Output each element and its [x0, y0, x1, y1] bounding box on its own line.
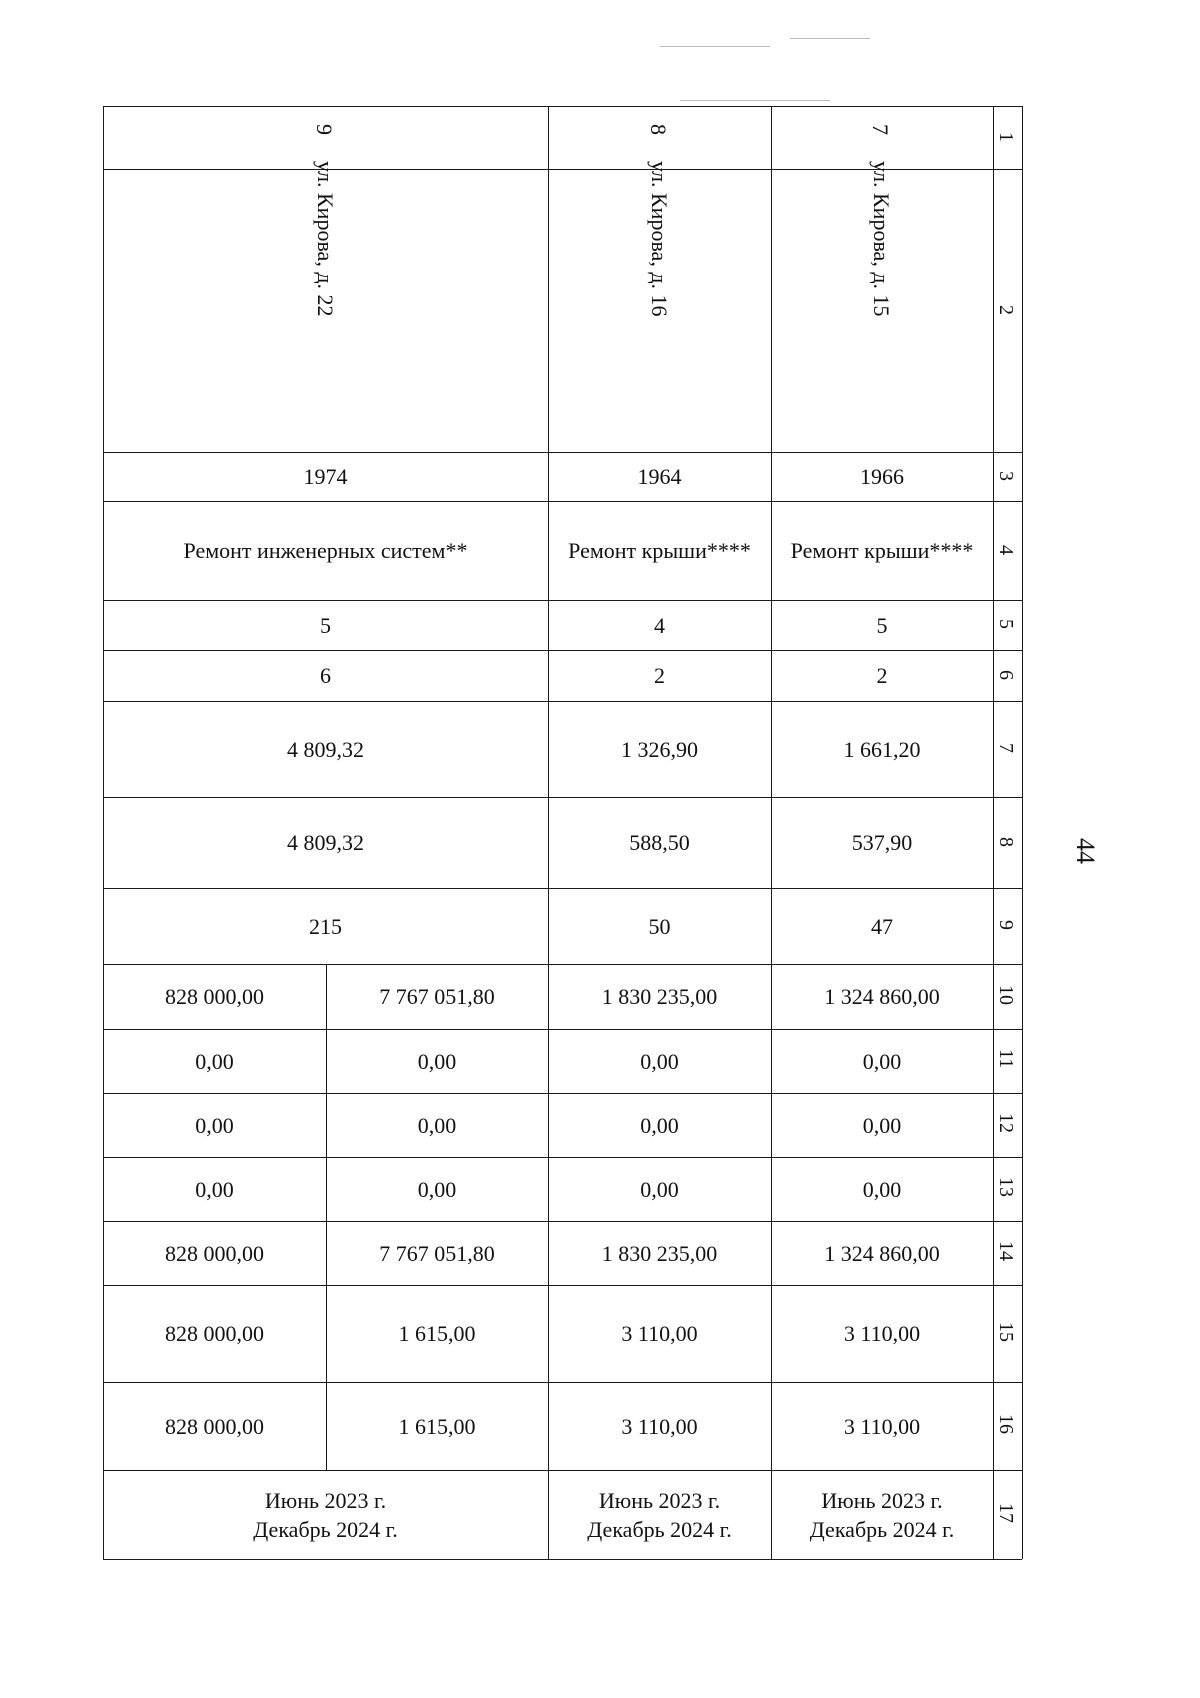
row-number: 15 [995, 1321, 1017, 1342]
floors-cell: 4 [654, 612, 665, 638]
cost-cell: 7 767 051,80 [379, 984, 495, 1009]
cost-cell: 828 000,00 [165, 1413, 264, 1439]
cost-cell: 828 000,00 [165, 1321, 264, 1346]
page-number: 44 [1071, 838, 1100, 864]
cost-cell: 3 110,00 [843, 1321, 921, 1346]
cost-cell: 0,00 [417, 1176, 457, 1202]
row-number: 17 [995, 1502, 1017, 1523]
scan-speck [680, 100, 830, 101]
cost-cell: 0,00 [640, 1176, 679, 1202]
residents-cell: 50 [648, 913, 671, 939]
scan-speck [660, 46, 770, 47]
row-number: 12 [995, 1113, 1017, 1133]
floors-cell: 5 [876, 612, 888, 638]
table-rule [103, 106, 1022, 107]
item-number: 9 [312, 124, 337, 135]
work-type-cell: Ремонт крыши**** [790, 538, 974, 563]
row-number: 7 [995, 743, 1017, 753]
year-cell: 1964 [637, 464, 682, 489]
row-number: 5 [995, 619, 1017, 629]
row-number: 4 [995, 544, 1017, 555]
cost-cell: 0,00 [640, 1112, 679, 1138]
period-cell: Июнь 2023 г. Декабрь 2024 г. [809, 1487, 955, 1542]
entrances-cell: 6 [320, 663, 331, 688]
area-living-cell: 588,50 [629, 830, 690, 855]
cost-cell: 0,00 [195, 1048, 234, 1074]
cost-cell: 3 110,00 [621, 1321, 698, 1346]
residents-cell: 47 [871, 913, 893, 939]
cost-cell: 828 000,00 [165, 984, 264, 1009]
cost-cell: 0,00 [862, 1048, 902, 1074]
year-cell: 1966 [860, 464, 904, 489]
period-cell: Июнь 2023 г. Декабрь 2024 г. [587, 1487, 732, 1542]
row-number: 11 [995, 1049, 1017, 1069]
cost-cell: 828 000,00 [165, 1240, 264, 1266]
cost-cell: 1 830 235,00 [601, 1240, 718, 1266]
row-number: 6 [995, 669, 1017, 680]
row-number: 10 [995, 984, 1017, 1005]
row-number: 2 [995, 304, 1017, 315]
address-cell: ул. Кирова, д. 22 [313, 161, 338, 317]
item-number: 7 [868, 124, 893, 135]
cost-cell: 3 110,00 [621, 1413, 698, 1439]
cost-cell: 1 615,00 [398, 1413, 476, 1439]
table-rule [1022, 106, 1023, 1559]
table-rule [103, 1559, 1022, 1560]
document-table [103, 106, 1025, 1559]
entrances-cell: 2 [876, 663, 888, 688]
cost-cell: 1 615,00 [398, 1321, 476, 1346]
item-number: 8 [646, 124, 671, 135]
row-number: 1 [995, 131, 1017, 142]
cost-cell: 0,00 [862, 1176, 902, 1202]
period-cell: Июнь 2023 г. Декабрь 2024 г. [253, 1487, 398, 1542]
address-cell: ул. Кирова, д. 15 [869, 161, 894, 317]
floors-cell: 5 [320, 612, 331, 638]
residents-cell: 215 [309, 913, 342, 939]
scan-speck [790, 38, 870, 39]
address-cell: ул. Кирова, д. 16 [647, 161, 672, 317]
row-number: 3 [995, 470, 1017, 481]
cost-cell: 1 830 235,00 [601, 984, 718, 1009]
cost-cell: 0,00 [640, 1048, 679, 1074]
area-living-cell: 4 809,32 [287, 830, 364, 855]
row-number: 8 [995, 836, 1017, 847]
cost-cell: 1 324 860,00 [824, 984, 940, 1009]
cost-cell: 0,00 [195, 1176, 234, 1202]
row-number: 16 [995, 1414, 1017, 1434]
work-type-cell: Ремонт крыши**** [568, 538, 751, 563]
area-living-cell: 537,90 [851, 830, 913, 855]
year-cell: 1974 [303, 464, 348, 489]
cost-cell: 3 110,00 [843, 1413, 921, 1439]
cost-cell: 1 324 860,00 [824, 1240, 940, 1266]
entrances-cell: 2 [654, 663, 665, 688]
area-total-cell: 1 661,20 [843, 736, 921, 762]
row-number: 9 [995, 920, 1017, 930]
row-number: 13 [995, 1177, 1017, 1197]
row-number: 14 [995, 1241, 1017, 1261]
cost-cell: 0,00 [417, 1048, 457, 1074]
work-type-cell: Ремонт инженерных систем** [183, 538, 468, 563]
area-total-cell: 1 326,90 [621, 736, 698, 762]
cost-cell: 7 767 051,80 [379, 1240, 495, 1266]
cost-cell: 0,00 [862, 1112, 902, 1138]
cost-cell: 0,00 [195, 1112, 234, 1138]
cost-cell: 0,00 [417, 1112, 457, 1138]
area-total-cell: 4 809,32 [287, 736, 364, 762]
